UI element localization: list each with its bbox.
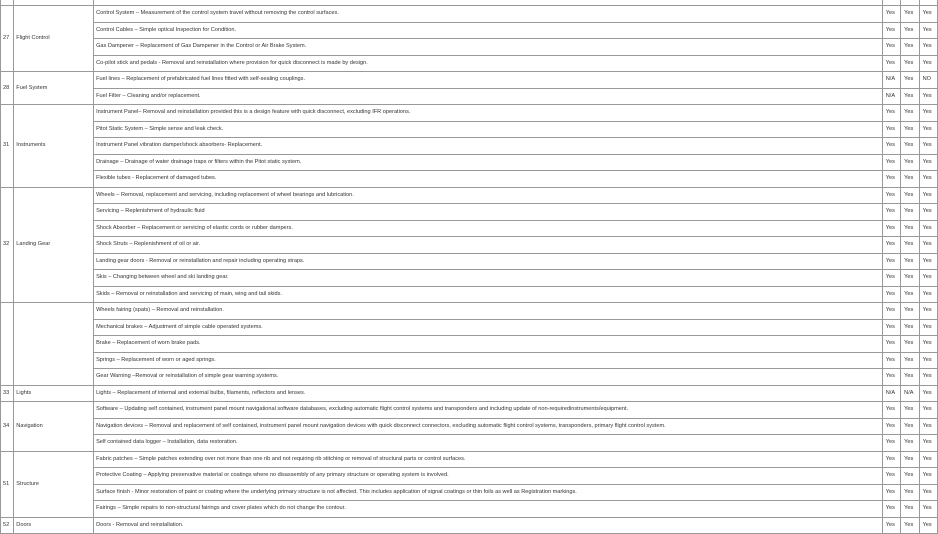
ata-chapter-number: 32 (1, 187, 14, 303)
table-row (1, 451, 938, 468)
section-name: Landing Gear (14, 187, 94, 303)
permission-value-col-3: Yes (919, 171, 937, 188)
task-description: Software – Updating self contained, instrument panel mount navigational software databases, excluding automatic flight control systems and transponders and including update of non-requiredinstruments/equipment. (94, 402, 883, 419)
permission-value-col-1: Yes (882, 204, 900, 221)
permission-value-col-2: Yes (901, 451, 919, 468)
task-description: Servicing – Replenishment of hydraulic fluid (94, 204, 883, 221)
permission-value-col-2: Yes (901, 154, 919, 171)
task-description: Landing gear doors - Removal or reinstallation and repair including operating straps. (94, 253, 883, 270)
permission-value-col-2: Yes (901, 187, 919, 204)
permission-value-col-3: Yes (919, 468, 937, 485)
task-description: Wheels fairing (spats) – Removal and reinstallation. (94, 303, 883, 320)
table-row (1, 336, 938, 353)
table-row (1, 39, 938, 56)
section-name: Lights (14, 385, 94, 402)
permission-value-col-1: Yes (882, 484, 900, 501)
permission-value-col-1: N/A (882, 88, 900, 105)
permission-value-col-3: Yes (919, 253, 937, 270)
table-row (1, 55, 938, 72)
permission-value-col-1: Yes (882, 517, 900, 534)
permission-value-col-1: Yes (882, 171, 900, 188)
permission-value-col-2: Yes (901, 402, 919, 419)
permission-value-col-2: Yes (901, 435, 919, 452)
permission-value-col-1: Yes (882, 237, 900, 254)
task-description: Drainage – Drainage of water drainage traps or filters within the Pitot static system. (94, 154, 883, 171)
table-row (1, 319, 938, 336)
permission-value-col-2: Yes (901, 220, 919, 237)
ata-chapter-number: 33 (1, 385, 14, 402)
task-description: Navigation devices – Removal and replacement of self contained, instrument panel mount navigation devices with quick disconnect connectors, excluding automatic flight control systems, transponders, primary flight control system. (94, 418, 883, 435)
ata-chapter-number: 31 (1, 105, 14, 188)
permission-value-col-3: Yes (919, 385, 937, 402)
permission-value-col-3: Yes (919, 204, 937, 221)
task-description: Doors - Removal and reinstallation. (94, 517, 883, 534)
permission-value-col-2: Yes (901, 138, 919, 155)
permission-value-col-2: Yes (901, 253, 919, 270)
table-row (1, 402, 938, 419)
permission-value-col-1: Yes (882, 336, 900, 353)
permission-value-col-1: Yes (882, 286, 900, 303)
permission-value-col-2: N/A (901, 385, 919, 402)
task-description: Mechanical brakes – Adjustment of simple cable operated systems. (94, 319, 883, 336)
task-description: Springs – Replacement of worn or aged springs. (94, 352, 883, 369)
task-description: Instrument Panel– Removal and reinstallation provided this is a design feature with quick disconnect, excluding IFR operations. (94, 105, 883, 122)
permission-value-col-3: Yes (919, 121, 937, 138)
task-description: Flexible tubes - Replacement of damaged tubes. (94, 171, 883, 188)
task-description: Protective Coating – Applying preservative material or coatings where no disassembly of any primary structure or operating system is involved. (94, 468, 883, 485)
table-row (1, 270, 938, 287)
permission-value-col-2: Yes (901, 55, 919, 72)
table-row (1, 171, 938, 188)
permission-value-col-3: Yes (919, 105, 937, 122)
permission-value-col-2: Yes (901, 6, 919, 23)
permission-value-col-2: Yes (901, 352, 919, 369)
permission-value-col-1: Yes (882, 154, 900, 171)
table-row (1, 253, 938, 270)
permission-value-col-1: Yes (882, 451, 900, 468)
task-description: Gear Warning –Removal or reinstallation of simple gear warning systems. (94, 369, 883, 386)
task-description: Surface finish - Minor restoration of paint or coating where the underlying primary structure is not affected. This includes application of signal coatings or thin foils as well as Registration markings. (94, 484, 883, 501)
permission-value-col-3: Yes (919, 237, 937, 254)
permission-value-col-3: Yes (919, 501, 937, 518)
ata-chapter-number: 51 (1, 451, 14, 517)
permission-value-col-3: Yes (919, 88, 937, 105)
permission-value-col-3: Yes (919, 369, 937, 386)
permission-value-col-3: Yes (919, 352, 937, 369)
permission-value-col-3: Yes (919, 220, 937, 237)
task-description: Self contained data logger – Installation, data restoration. (94, 435, 883, 452)
table-row (1, 138, 938, 155)
table-row (1, 369, 938, 386)
section-name: Structure (14, 451, 94, 517)
table-row (1, 501, 938, 518)
permission-value-col-2: Yes (901, 286, 919, 303)
permission-value-col-1: Yes (882, 187, 900, 204)
permission-value-col-1: Yes (882, 39, 900, 56)
task-description: Pitot Static System – Simple sense and leak check. (94, 121, 883, 138)
table-row (1, 468, 938, 485)
table-row (1, 237, 938, 254)
task-description: Control Cables – Simple optical Inspection for Condition. (94, 22, 883, 39)
permission-value-col-2: Yes (901, 336, 919, 353)
task-description: Fuel Filter – Cleaning and/or replacement. (94, 88, 883, 105)
permission-value-col-3: Yes (919, 154, 937, 171)
section-name: Instruments (14, 105, 94, 188)
section-name (14, 303, 94, 386)
ata-chapter-number: 52 (1, 517, 14, 534)
table-row (1, 88, 938, 105)
permission-value-col-2: Yes (901, 418, 919, 435)
table-row (1, 352, 938, 369)
table-row (1, 286, 938, 303)
table-row (1, 435, 938, 452)
permission-value-col-2: Yes (901, 501, 919, 518)
task-description: Co-pilot stick and pedals - Removal and reinstallation where provision for quick disconnect is made by design. (94, 55, 883, 72)
permission-value-col-1: Yes (882, 303, 900, 320)
permission-value-col-1: N/A (882, 385, 900, 402)
section-name: Fuel System (14, 72, 94, 105)
table-row (1, 121, 938, 138)
table-row (1, 187, 938, 204)
table-row (1, 22, 938, 39)
permission-value-col-1: Yes (882, 253, 900, 270)
permission-value-col-1: Yes (882, 369, 900, 386)
permission-value-col-2: Yes (901, 39, 919, 56)
permission-value-col-3: Yes (919, 286, 937, 303)
permission-value-col-2: Yes (901, 171, 919, 188)
table-row (1, 517, 938, 534)
permission-value-col-3: Yes (919, 402, 937, 419)
section-name: Flight Control (14, 6, 94, 72)
table-row (1, 220, 938, 237)
permission-value-col-2: Yes (901, 72, 919, 89)
permission-value-col-2: Yes (901, 88, 919, 105)
permission-value-col-2: Yes (901, 270, 919, 287)
table-row (1, 154, 938, 171)
permission-value-col-2: Yes (901, 204, 919, 221)
task-description: Fabric patches – Simple patches extending over not more than one rib and not requiring rib stitching or removal of structural parts or control surfaces. (94, 451, 883, 468)
ata-chapter-number: 34 (1, 402, 14, 452)
permission-value-col-2: Yes (901, 22, 919, 39)
permission-value-col-1: Yes (882, 138, 900, 155)
permission-value-col-1: Yes (882, 352, 900, 369)
table-row (1, 303, 938, 320)
table-row (1, 105, 938, 122)
permission-value-col-2: Yes (901, 105, 919, 122)
permission-value-col-3: Yes (919, 187, 937, 204)
permission-value-col-1: Yes (882, 105, 900, 122)
ata-chapter-number: 27 (1, 6, 14, 72)
task-description: Shock Absorber – Replacement or servicing of elastic cords or rubber dampers. (94, 220, 883, 237)
permission-value-col-3: Yes (919, 22, 937, 39)
permission-value-col-3: Yes (919, 451, 937, 468)
permission-value-col-2: Yes (901, 369, 919, 386)
table-row (1, 418, 938, 435)
task-description: Skis – Changing between wheel and ski landing gear. (94, 270, 883, 287)
permission-value-col-3: Yes (919, 6, 937, 23)
permission-value-col-2: Yes (901, 468, 919, 485)
permission-value-col-1: Yes (882, 55, 900, 72)
permission-value-col-1: Yes (882, 468, 900, 485)
permission-value-col-1: Yes (882, 270, 900, 287)
task-description: Control System – Measurement of the control system travel without removing the control surfaces. (94, 6, 883, 23)
permission-value-col-3: Yes (919, 336, 937, 353)
ata-chapter-number: 28 (1, 72, 14, 105)
permission-value-col-2: Yes (901, 303, 919, 320)
permission-value-col-3: NO (919, 72, 937, 89)
permission-value-col-1: Yes (882, 501, 900, 518)
task-description: Lights – Replacement of internal and external bulbs, filaments, reflectors and lenses. (94, 385, 883, 402)
ata-chapter-number (1, 303, 14, 386)
section-name: Navigation (14, 402, 94, 452)
permission-value-col-2: Yes (901, 484, 919, 501)
table-row (1, 6, 938, 23)
permission-value-col-1: Yes (882, 435, 900, 452)
permission-value-col-1: Yes (882, 220, 900, 237)
table-row (1, 204, 938, 221)
permission-value-col-2: Yes (901, 517, 919, 534)
permission-value-col-1: Yes (882, 402, 900, 419)
permission-value-col-1: N/A (882, 72, 900, 89)
permission-value-col-1: Yes (882, 418, 900, 435)
table-body (1, 0, 938, 534)
permission-value-col-2: Yes (901, 121, 919, 138)
task-description: Shock Struts – Replenishment of oil or air. (94, 237, 883, 254)
permission-value-col-1: Yes (882, 121, 900, 138)
permission-value-col-3: Yes (919, 138, 937, 155)
task-description: Fairings – Simple repairs to non-structural fairings and cover plates which do not change the contour. (94, 501, 883, 518)
table-row (1, 484, 938, 501)
permission-value-col-3: Yes (919, 484, 937, 501)
permission-value-col-3: Yes (919, 303, 937, 320)
permission-value-col-2: Yes (901, 237, 919, 254)
task-description: Instrument Panel vibration damper/shock absorbers- Replacement. (94, 138, 883, 155)
permission-value-col-1: Yes (882, 319, 900, 336)
section-name: Doors (14, 517, 94, 534)
permission-value-col-3: Yes (919, 270, 937, 287)
task-description: Wheels – Removal, replacement and servicing, including replacement of wheel bearings and lubrication. (94, 187, 883, 204)
permission-value-col-3: Yes (919, 55, 937, 72)
task-description: Gas Dampener – Replacement of Gas Dampener in the Control or Air Brake System. (94, 39, 883, 56)
permission-value-col-3: Yes (919, 319, 937, 336)
permission-value-col-1: Yes (882, 22, 900, 39)
permission-value-col-3: Yes (919, 39, 937, 56)
permission-value-col-3: Yes (919, 435, 937, 452)
task-description: Skids – Removal or reinstallation and servicing of main, wing and tail skids. (94, 286, 883, 303)
table-row (1, 385, 938, 402)
permission-value-col-2: Yes (901, 319, 919, 336)
table-row (1, 72, 938, 89)
task-description: Fuel lines – Replacement of prefabricated fuel lines fitted with self-sealing couplings. (94, 72, 883, 89)
permission-value-col-1: Yes (882, 6, 900, 23)
permission-value-col-3: Yes (919, 517, 937, 534)
task-description: Brake – Replacement of worn brake pads. (94, 336, 883, 353)
permission-value-col-3: Yes (919, 418, 937, 435)
